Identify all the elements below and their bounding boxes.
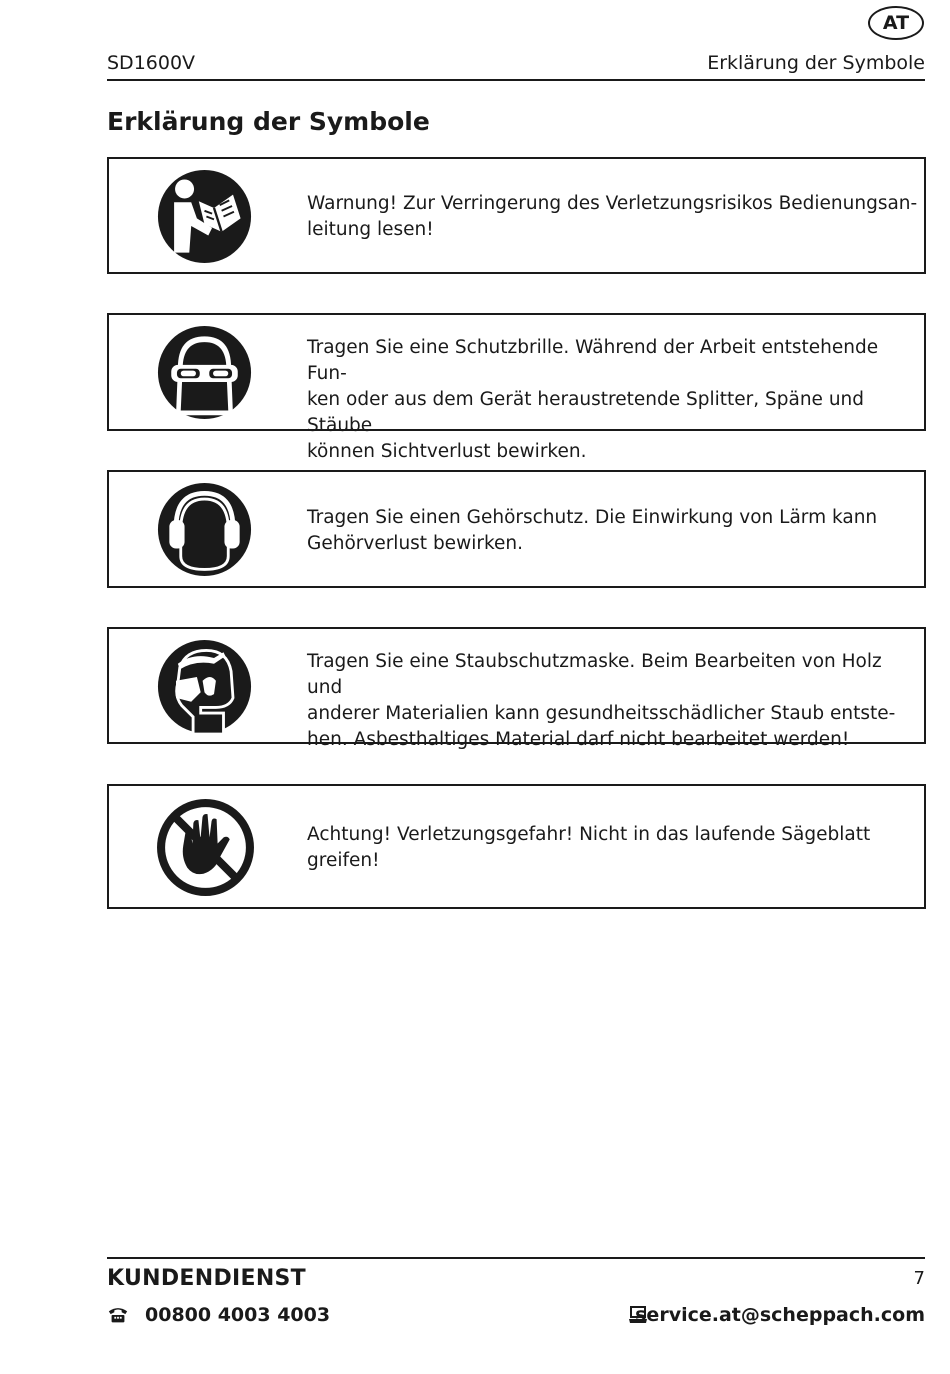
email-address: service.at@scheppach.com [635,1304,925,1326]
page-title: Erklärung der Symbole [107,107,430,136]
symbol-description: Achtung! Verletzungsgefahr! Nicht in das laufende Sägeblatt greifen! [307,824,871,871]
symbol-box [107,313,926,462]
section-title: Erklärung der Symbole [707,52,925,74]
footer-title: KUNDENDIENST [107,1266,306,1291]
symbol-box [107,784,926,909]
symbol-box [107,157,926,274]
safety-goggles-icon [157,325,252,420]
phone-icon [107,1304,129,1326]
dust-mask-icon [157,639,252,734]
symbol-description: Tragen Sie eine Staubschutzmaske. Beim Bearbeiten von Holz und anderer Materialien kann gesundheitsschädlicher Staub entste- hen. Asbesthaltiges Material darf nicht bearbeitet werden! [307,651,896,750]
country-badge [868,6,924,40]
ear-protection-icon [157,482,252,577]
symbol-description: Warnung! Zur Verringerung des Verletzungsrisikos Bedienungsan- leitung lesen! [307,193,918,240]
page-number: 7 [913,1268,925,1289]
model-name: SD1600V [107,52,196,74]
footer-divider [107,1257,925,1259]
symbol-description: Tragen Sie einen Gehörschutz. Die Einwirkung von Lärm kann Gehörverlust bewirken. [307,507,878,554]
no-hands-icon [155,797,256,898]
symbol-box [107,470,926,588]
symbol-box [107,627,926,750]
symbol-description: Tragen Sie eine Schutzbrille. Während der Arbeit entstehende Fun- ken oder aus dem Gerät heraustretende Splitter, Späne und Stäube können Sichtverlust bewirken. [307,337,879,462]
phone-number: 00800 4003 4003 [145,1304,331,1326]
country-code: AT [882,12,910,34]
header-divider [107,79,925,81]
read-manual-icon [157,169,252,264]
